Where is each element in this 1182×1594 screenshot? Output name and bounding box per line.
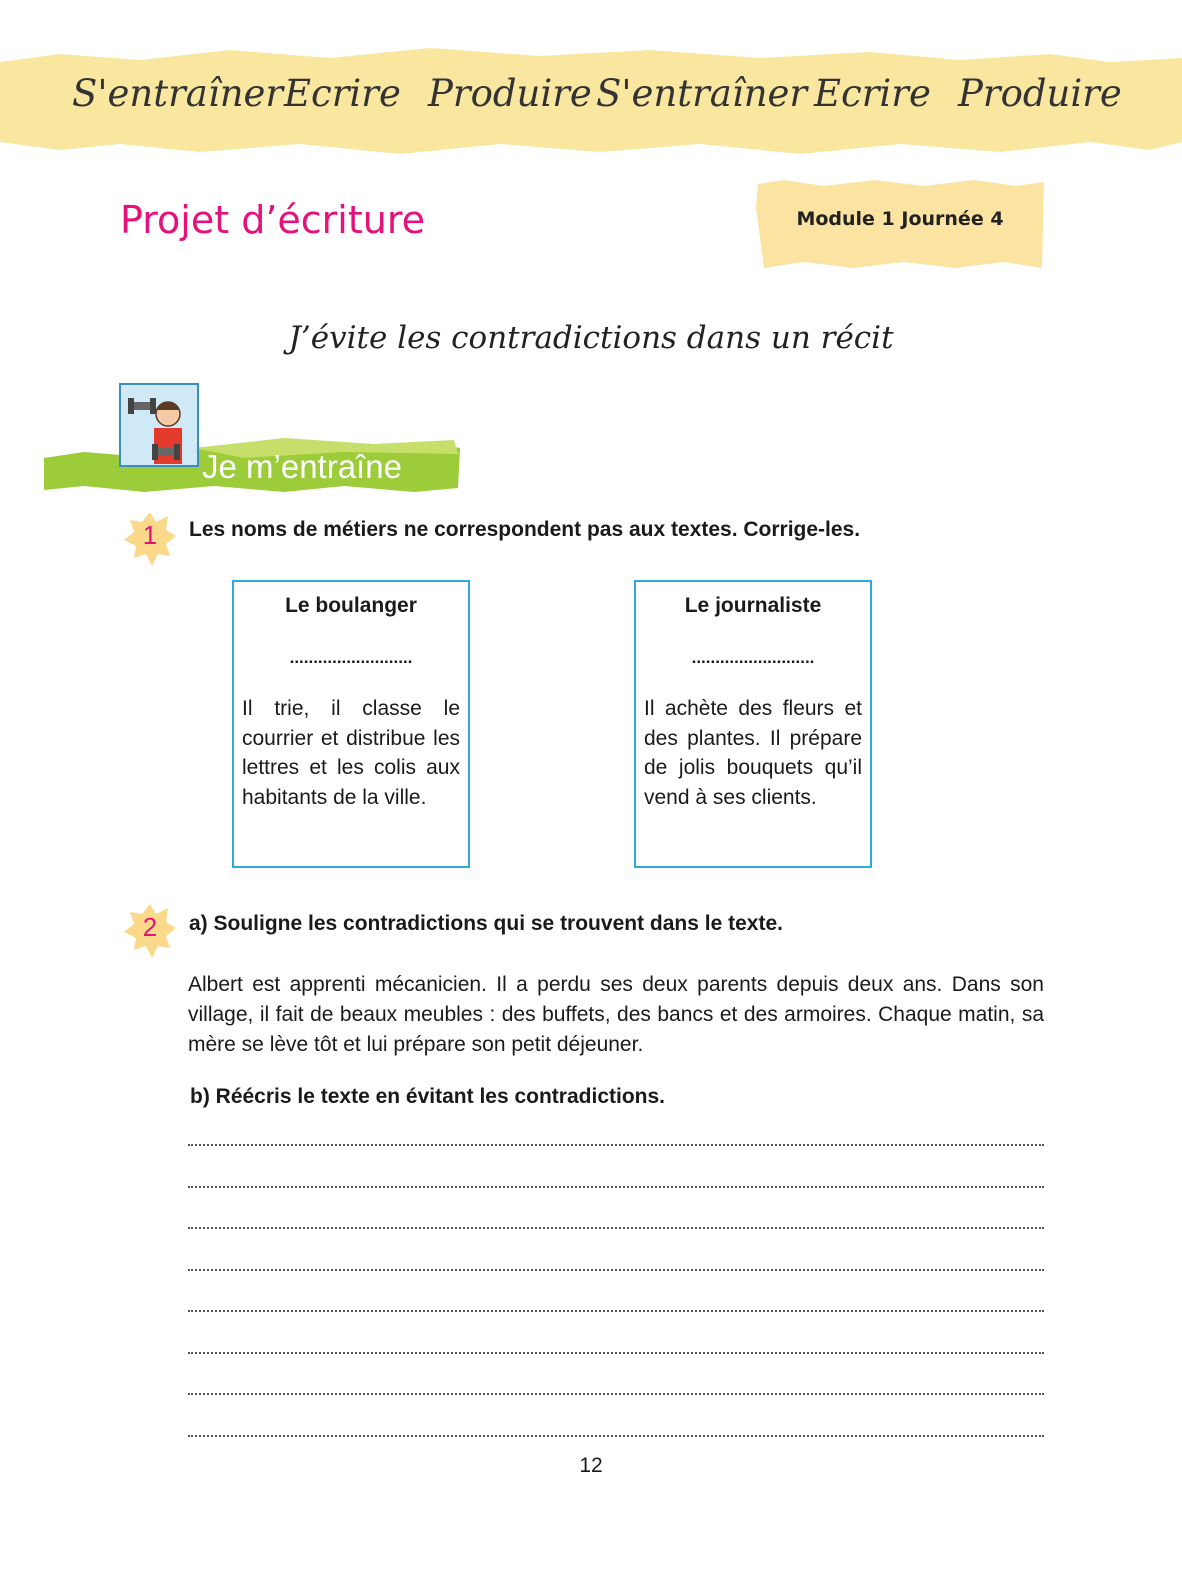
- job-card-1-title: Le boulanger: [285, 594, 417, 617]
- banner-tab-sentrainer: S'entraîner: [72, 72, 284, 115]
- exercise-1-number: 1: [142, 520, 158, 550]
- exercise-1-instruction: Les noms de métiers ne correspondent pas aux textes. Corrige-les.: [189, 518, 861, 541]
- answer-line[interactable]: [188, 1352, 1044, 1354]
- banner-tab-sentrainer-2: S'entraîner: [596, 72, 808, 115]
- answer-line[interactable]: [188, 1227, 1044, 1229]
- answer-line[interactable]: [188, 1144, 1044, 1146]
- job-card-2-blank[interactable]: ..........................: [691, 648, 815, 667]
- job-card-2: [634, 580, 872, 868]
- exercise-2-text: Albert est apprenti mécanicien. Il a perdu ses deux parents depuis deux ans. Dans son village, il fait de beaux meubles : des buffets, des bancs et des armoires. Chaque matin, sa mère se lève tôt et lui prépare son petit déjeuner.: [188, 973, 1044, 1056]
- page-title: Projet d’écriture: [120, 198, 426, 242]
- exercise-2-instruction-b: b) Réécris le texte en évitant les contradictions.: [190, 1085, 665, 1108]
- answer-line[interactable]: [188, 1435, 1044, 1437]
- answer-line[interactable]: [188, 1269, 1044, 1271]
- answer-line[interactable]: [188, 1310, 1044, 1312]
- exercise-2-badge: [122, 900, 178, 960]
- page-number: 12: [579, 1454, 603, 1477]
- job-card-1-blank[interactable]: ..........................: [289, 648, 413, 667]
- banner-tab-produire: Produire: [428, 72, 592, 115]
- banner-tab-produire-2: Produire: [958, 72, 1122, 115]
- header-banner: [0, 44, 1182, 162]
- module-tag-text: Module 1 Journée 4: [796, 208, 1004, 230]
- answer-line[interactable]: [188, 1393, 1044, 1395]
- exercise-1-badge: [122, 508, 178, 568]
- child-lifting-dumbbells-icon: [118, 382, 202, 470]
- banner-tab-ecrire-2: Ecrire: [814, 72, 931, 115]
- exercise-2-instruction-a: a) Souligne les contradictions qui se trouvent dans le texte.: [189, 912, 783, 935]
- banner-tab-ecrire: Ecrire: [284, 72, 401, 115]
- section-banner: [44, 382, 464, 494]
- job-card-1-text: Il trie, il classe le courrier et distribue les lettres et les colis aux habitants de la ville.: [242, 697, 460, 809]
- job-card-2-text: Il achète des fleurs et des plantes. Il prépare de jolis bouquets qu’il vend à ses clients.: [644, 697, 862, 809]
- job-card-2-title: Le journaliste: [684, 594, 822, 617]
- lesson-subtitle: J’évite les contradictions dans un récit: [288, 320, 894, 356]
- answer-line[interactable]: [188, 1186, 1044, 1188]
- exercise-2-number: 2: [142, 912, 158, 942]
- section-label: Je m’entraîne: [202, 448, 402, 485]
- module-tag: [754, 178, 1046, 272]
- job-card-1: [232, 580, 470, 868]
